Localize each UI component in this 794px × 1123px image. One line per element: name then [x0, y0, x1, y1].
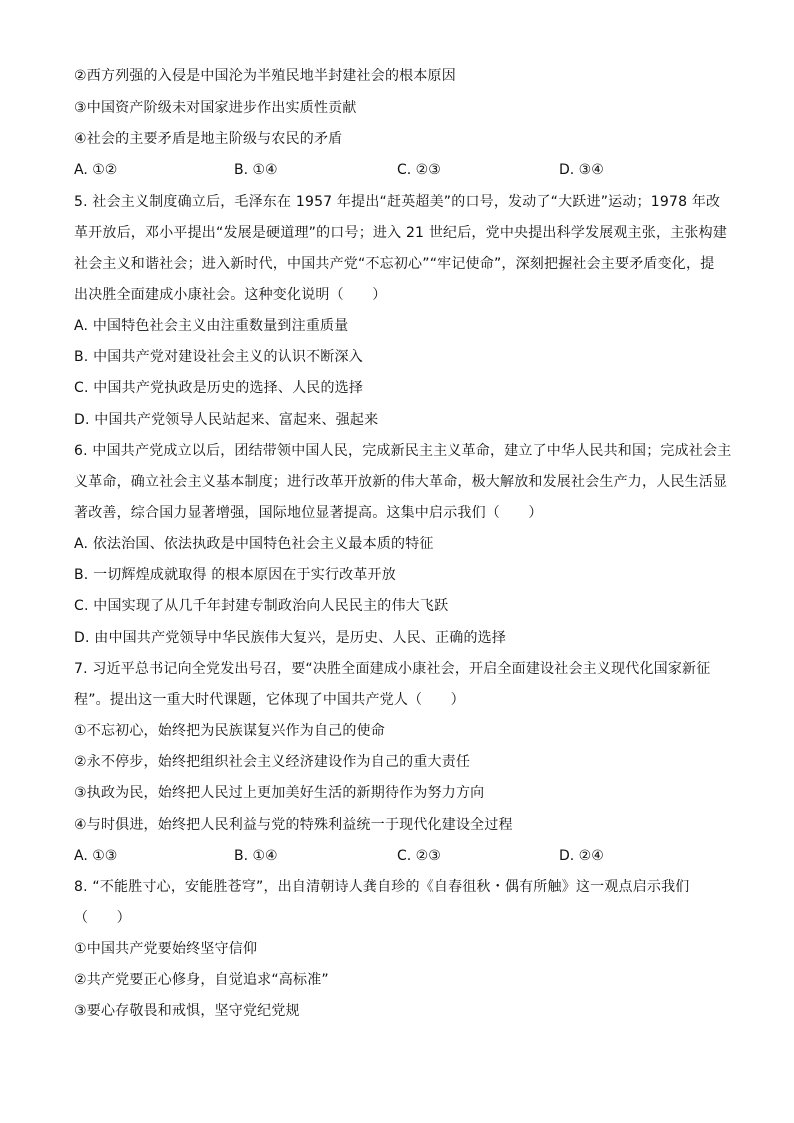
q7-statement-1: ①不忘初心，始终把为民族谋复兴作为自己的使命 [74, 723, 385, 739]
q6-option-b: B. 一切辉煌成就取得 的根本原因在于实行改革开放 [74, 567, 396, 583]
q4-option-a: A. ①② [74, 162, 118, 178]
q5-option-c: C. 中国共产党执政是历史的选择、人民的选择 [74, 380, 364, 396]
q5-stem-line-3: 社会主义和谐社会；进入新时代，中国共产党“不忘初心”“牢记使命”，深刻把握社会主要矛盾变化，提 [74, 256, 715, 272]
q7-stem-line-1: 7. 习近平总书记向全党发出号召，要“决胜全面建成小康社会，开启全面建设社会主义现代化国家新征 [74, 661, 711, 677]
q4-option-b: B. ①④ [234, 162, 278, 178]
q5-stem-line-4: 出决胜全面建成小康社会。这种变化说明（ ） [74, 287, 387, 303]
q7-option-d: D. ②④ [559, 848, 604, 864]
q4-statement-2: ②西方列强的入侵是中国沦为半殖民地半封建社会的根本原因 [74, 68, 456, 84]
q5-option-a: A. 中国特色社会主义由注重数量到注重质量 [74, 318, 349, 334]
q4-option-d: D. ③④ [559, 162, 604, 178]
q6-stem-line-3: 著改善，综合国力显著增强，国际地位显著提高。这集中启示我们（ ） [74, 505, 543, 521]
q4-statement-3: ③中国资产阶级未对国家进步作出实质性贡献 [74, 100, 357, 116]
q7-stem-line-2: 程”。提出这一重大时代课题，它体现了中国共产党人（ ） [74, 692, 465, 708]
q8-statement-3: ③要心存敬畏和戒惧，坚守党纪党规 [74, 1003, 300, 1019]
q6-stem-line-1: 6. 中国共产党成立以后，团结带领中国人民，完成新民主主义革命，建立了中华人民共和国；完成社会主 [74, 443, 732, 459]
q4-option-c: C. ②③ [397, 162, 441, 178]
q6-option-c: C. 中国实现了从几千年封建专制政治向人民民主的伟大飞跃 [74, 598, 449, 614]
q6-option-a: A. 依法治国、依法执政是中国特色社会主义最本质的特征 [74, 536, 434, 552]
q6-stem-line-2: 义革命，确立社会主义基本制度；进行改革开放新的伟大革命，极大解放和发展社会生产力，人民生活显 [74, 474, 728, 490]
q5-option-b: B. 中国共产党对建设社会主义的认识不断深入 [74, 349, 363, 365]
q4-statement-4: ④社会的主要矛盾是地主阶级与农民的矛盾 [74, 131, 343, 147]
q7-statement-3: ③执政为民，始终把人民过上更加美好生活的新期待作为努力方向 [74, 785, 485, 801]
q7-statement-2: ②永不停步，始终把组织社会主义经济建设作为自己的重大责任 [74, 754, 471, 770]
q8-statement-2: ②共产党要正心修身，自觉追求“高标准” [74, 972, 329, 988]
q5-stem-line-2: 革开放后，邓小平提出“发展是硬道理”的口号；进入 21 世纪后，党中央提出科学发展观主张，主张构建 [74, 225, 728, 241]
q7-options [74, 846, 734, 866]
q8-statement-1: ①中国共产党要始终坚守信仰 [74, 941, 258, 957]
q7-option-b: B. ①④ [234, 848, 278, 864]
q8-stem-line-2: （ ） [74, 910, 131, 926]
q4-options [74, 160, 734, 180]
q5-stem-line-1: 5. 社会主义制度确立后，毛泽东在 1957 年提出“赶英超美”的口号，发动了“大跃进”运动；1978 年改 [74, 194, 721, 210]
q8-stem-line-1: 8. “不能胜寸心，安能胜苍穹”，出自清朝诗人龚自珍的《自春徂秋・偶有所触》这一观点启示我们 [74, 879, 690, 895]
q5-option-d: D. 中国共产党领导人民站起来、富起来、强起来 [74, 412, 379, 428]
q7-option-c: C. ②③ [397, 848, 441, 864]
q7-statement-4: ④与时俱进，始终把人民利益与党的特殊利益统一于现代化建设全过程 [74, 817, 513, 833]
q6-option-d: D. 由中国共产党领导中华民族伟大复兴，是历史、人民、正确的选择 [74, 630, 507, 646]
q7-option-a: A. ①③ [74, 848, 118, 864]
